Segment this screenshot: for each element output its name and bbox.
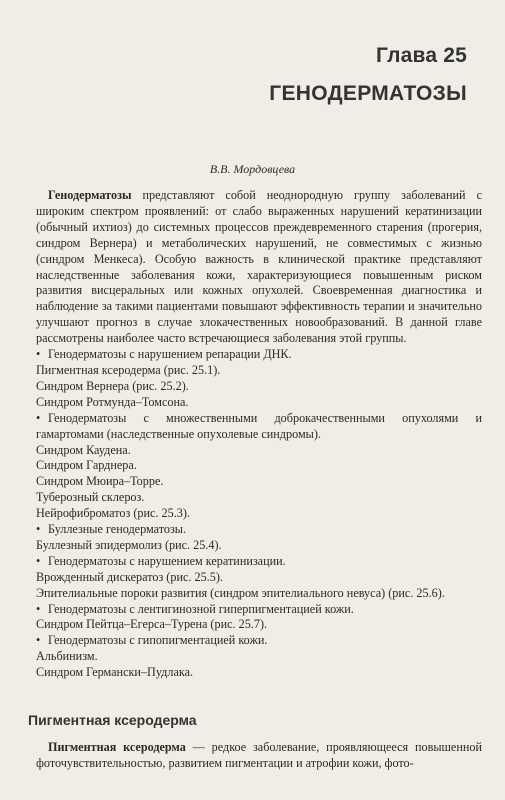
list-item-text: Пигментная ксеродерма (рис. 25.1).	[36, 362, 221, 377]
list-group-heading	[36, 633, 482, 649]
list-item	[36, 490, 482, 506]
list-item-text: Буллезные генодерматозы.	[48, 522, 187, 537]
section-paragraph	[36, 740, 482, 772]
list-item-text: Эпителиальные пороки развития (синдром эпителиального невуса) (рис. 25.6).	[36, 585, 445, 600]
list-item-text: Генодерматозы с лентигинозной гиперпигментацией кожи.	[48, 601, 354, 616]
intro-paragraph	[36, 188, 482, 347]
list-item-text: Генодерматозы с нарушением кератинизации.	[48, 553, 286, 568]
list-item-text: Синдром Каудена.	[36, 442, 131, 457]
list-item	[36, 506, 482, 522]
author-name: В.В. Мордовцева	[209, 162, 296, 176]
section-heading: Пигментная ксеродерма	[28, 712, 197, 728]
list-group-heading	[36, 411, 482, 443]
list-item-text: Синдром Германски–Пудлака.	[36, 665, 194, 680]
list-item-text: Туберозный склероз.	[36, 490, 145, 505]
list-item-text: Синдром Мюира–Торре.	[36, 474, 164, 489]
list-group-heading	[36, 554, 482, 570]
list-group-heading	[36, 602, 482, 618]
chapter-body	[36, 188, 482, 681]
list-item	[36, 443, 482, 459]
section-text: — редкое заболевание, проявляющееся повышенной фоточувствительностью, развитием пигментации и атрофии кожи, фото-	[36, 740, 482, 770]
bullet-icon: •	[36, 633, 41, 648]
bullet-icon: •	[36, 601, 41, 616]
list-item	[36, 363, 482, 379]
list-item-text: Генодерматозы с гипопигментацией кожи.	[48, 633, 268, 648]
list-item	[36, 458, 482, 474]
intro-text: представляют собой неоднородную группу заболеваний с широким спектром проявлений: от слабо выраженных нарушений кератинизации (обычный ихтиоз) до системных процессов преждевременного старения (прогерия, синдром Вернера) и метаболических нарушений, не совместимых с жизнью (синдром Менкеса). Особую важность в клинической практике представляют наследственные заболевания кожи, характеризующиеся повышенным риском развития висцеральных или кожных опухолей. Своевременная диагностика и наблюдение за такими пациентами повышают эффективность терапии и значительно улучшают прогноз в случае злокачественных новообразований. В данной главе рассмотрены наиболее часто встречающиеся заболевания этой группы.	[36, 188, 482, 346]
chapter-title: ГЕНОДЕРМАТОЗЫ	[269, 82, 467, 105]
bullet-icon: •	[36, 553, 41, 568]
list-item-text: Врожденный дискератоз (рис. 25.5).	[36, 569, 223, 584]
intro-bold-term: Генодерматозы	[48, 188, 132, 202]
section-bold-term: Пигментная ксеродерма	[48, 740, 186, 754]
list-item-text: Буллезный эпидермолиз (рис. 25.4).	[36, 537, 222, 552]
list-group-heading	[36, 347, 482, 363]
list-item-text: Синдром Гарднера.	[36, 458, 137, 473]
list-item-text: Нейрофиброматоз (рис. 25.3).	[36, 506, 190, 521]
list-item	[36, 617, 482, 633]
chapter-number: Глава 25	[376, 44, 467, 67]
section-body	[36, 740, 482, 772]
list-item	[36, 538, 482, 554]
list-item-text: Синдром Пейтца–Егерса–Турена (рис. 25.7).	[36, 617, 268, 632]
list-item	[36, 474, 482, 490]
list-item	[36, 586, 482, 602]
list-item	[36, 665, 482, 681]
list-item	[36, 395, 482, 411]
bullet-icon: •	[36, 347, 41, 362]
list-group-heading	[36, 522, 482, 538]
list-item	[36, 570, 482, 586]
bullet-icon: •	[36, 410, 41, 425]
list-item-text: Генодерматозы с нарушением репарации ДНК.	[48, 347, 292, 362]
disease-list	[36, 347, 482, 681]
list-item-text: Генодерматозы с множественными доброкачественными опухолями и гамартомами (наследственные опухолевые синдромы).	[36, 410, 482, 441]
list-item-text: Альбинизм.	[36, 649, 98, 664]
bullet-icon: •	[36, 522, 41, 537]
list-item	[36, 379, 482, 395]
list-item-text: Синдром Вернера (рис. 25.2).	[36, 378, 189, 393]
list-item	[36, 649, 482, 665]
list-item-text: Синдром Ротмунда–Томсона.	[36, 394, 189, 409]
